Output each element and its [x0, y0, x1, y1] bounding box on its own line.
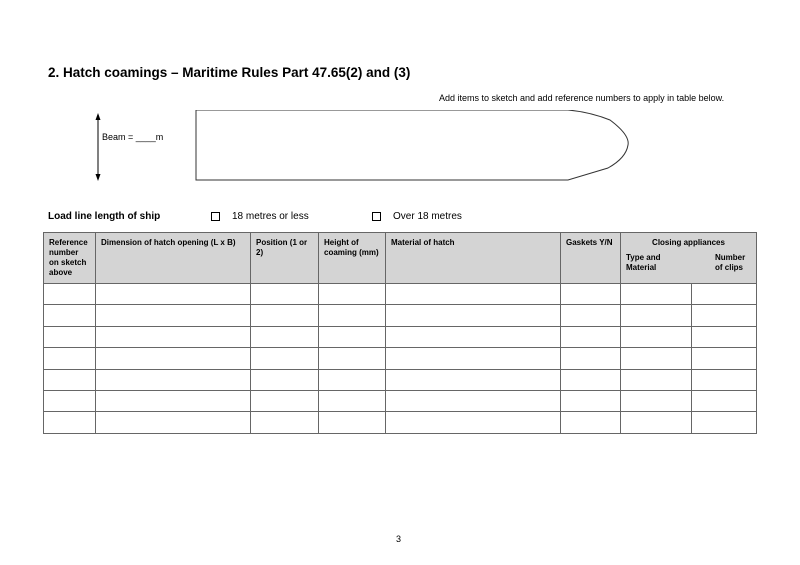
table-cell[interactable]	[692, 284, 757, 305]
section-title: 2. Hatch coamings – Maritime Rules Part 47.65(2) and (3)	[48, 65, 411, 80]
table-row	[44, 348, 757, 369]
table-row	[44, 305, 757, 326]
table-cell[interactable]	[692, 369, 757, 390]
table-cell[interactable]	[561, 305, 621, 326]
header-material: Material of hatch	[386, 233, 561, 284]
table-cell[interactable]	[386, 390, 561, 411]
table-cell[interactable]	[621, 348, 692, 369]
table-cell[interactable]	[692, 412, 757, 433]
table-cell[interactable]	[319, 412, 386, 433]
table-cell[interactable]	[621, 390, 692, 411]
table-cell[interactable]	[44, 369, 96, 390]
table-cell[interactable]	[44, 284, 96, 305]
table-cell[interactable]	[386, 284, 561, 305]
table-cell[interactable]	[251, 284, 319, 305]
table-cell[interactable]	[621, 412, 692, 433]
table-cell[interactable]	[692, 326, 757, 347]
table-cell[interactable]	[386, 326, 561, 347]
header-dimension: Dimension of hatch opening (L x B)	[96, 233, 251, 284]
table-cell[interactable]	[251, 369, 319, 390]
table-cell[interactable]	[692, 390, 757, 411]
table-cell[interactable]	[386, 369, 561, 390]
table-cell[interactable]	[44, 305, 96, 326]
table-cell[interactable]	[96, 390, 251, 411]
load-line-label: Load line length of ship	[48, 211, 161, 222]
ship-sketch	[90, 110, 650, 185]
table-cell[interactable]	[251, 305, 319, 326]
table-cell[interactable]	[561, 369, 621, 390]
table-row	[44, 326, 757, 347]
table-cell[interactable]	[96, 348, 251, 369]
table-row	[44, 284, 757, 305]
table-cell[interactable]	[621, 326, 692, 347]
page-number: 3	[396, 534, 402, 544]
table-cell[interactable]	[561, 348, 621, 369]
hatch-table	[43, 232, 757, 434]
table-cell[interactable]	[251, 326, 319, 347]
table-cell[interactable]	[44, 348, 96, 369]
header-gaskets: Gaskets Y/N	[561, 233, 621, 284]
table-cell[interactable]	[96, 284, 251, 305]
beam-label: Beam = ____m	[102, 132, 164, 142]
header-position: Position (1 or 2)	[251, 233, 319, 284]
table-cell[interactable]	[319, 326, 386, 347]
table-cell[interactable]	[561, 390, 621, 411]
table-cell[interactable]	[692, 305, 757, 326]
option-18-or-less[interactable]: 18 metres or less	[211, 211, 309, 222]
sketch-instruction: Add items to sketch and add reference numbers to apply in table below.	[439, 93, 725, 103]
table-cell[interactable]	[386, 348, 561, 369]
table-cell[interactable]	[319, 284, 386, 305]
table-cell[interactable]	[251, 390, 319, 411]
table-cell[interactable]	[319, 369, 386, 390]
table-cell[interactable]	[621, 369, 692, 390]
table-cell[interactable]	[96, 305, 251, 326]
header-closing-appliances: Closing appliances Type and Material Number of clips	[621, 233, 757, 284]
table-cell[interactable]	[319, 348, 386, 369]
table-cell[interactable]	[44, 390, 96, 411]
table-cell[interactable]	[96, 369, 251, 390]
table-row	[44, 390, 757, 411]
table-cell[interactable]	[386, 412, 561, 433]
option-over-18[interactable]: Over 18 metres	[372, 211, 462, 222]
table-cell[interactable]	[561, 326, 621, 347]
table-row	[44, 369, 757, 390]
table-cell[interactable]	[386, 305, 561, 326]
table-cell[interactable]	[319, 390, 386, 411]
table-row	[44, 412, 757, 433]
checkbox[interactable]	[211, 212, 220, 221]
table-cell[interactable]	[44, 412, 96, 433]
header-height: Height of coaming (mm)	[319, 233, 386, 284]
table-cell[interactable]	[621, 305, 692, 326]
beam-arrow-icon	[96, 113, 101, 181]
table-cell[interactable]	[561, 284, 621, 305]
table-cell[interactable]	[96, 412, 251, 433]
table-cell[interactable]	[319, 305, 386, 326]
table-cell[interactable]	[561, 412, 621, 433]
table-cell[interactable]	[44, 326, 96, 347]
header-reference: Reference number on sketch above	[44, 233, 96, 284]
table-cell[interactable]	[96, 326, 251, 347]
table-cell[interactable]	[621, 284, 692, 305]
table-cell[interactable]	[692, 348, 757, 369]
table-cell[interactable]	[251, 348, 319, 369]
checkbox[interactable]	[372, 212, 381, 221]
hull-outline	[196, 110, 628, 180]
table-cell[interactable]	[251, 412, 319, 433]
